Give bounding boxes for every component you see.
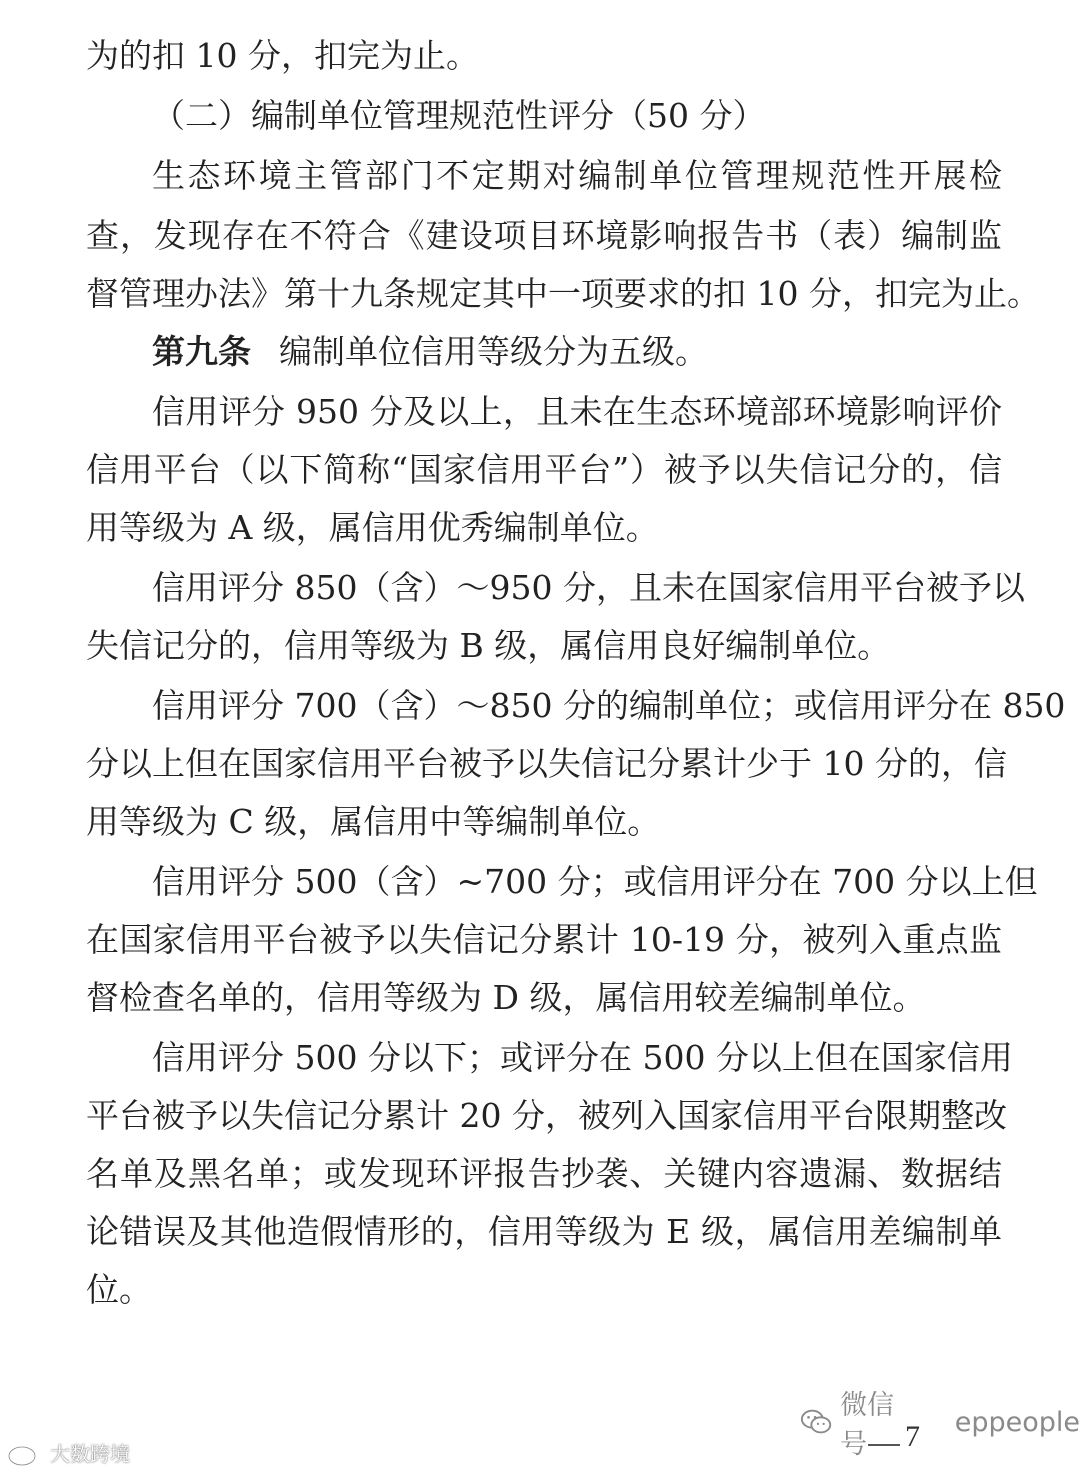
- text-line-14: 用等级为 C 级，属信用中等编制单位。: [86, 802, 661, 841]
- article-line: [152, 332, 1002, 372]
- watermark-text: 大数跨境: [50, 1442, 130, 1466]
- article-title: 第九条: [152, 332, 251, 371]
- article-text: 编制单位信用等级分为五级。: [279, 332, 708, 371]
- text-line-9: 用等级为 A 级，属信用优秀编制单位。: [86, 508, 659, 547]
- text-line-5: 督管理办法》第十九条规定其中一项要求的扣 10 分，扣完为止。: [86, 274, 1040, 313]
- weibo-icon: [6, 1439, 46, 1467]
- wechat-id: eppeople: [954, 1406, 1080, 1438]
- text-line-17: 督检查名单的，信用等级为 D 级，属信用较差编制单位。: [86, 978, 926, 1017]
- wechat-icon: [800, 1408, 832, 1436]
- text-line-12: 信用评分 700（含）～850 分的编制单位；或信用评分在 850: [152, 686, 1066, 725]
- text-line-22: 位。: [86, 1270, 152, 1309]
- text-line-1: 为的扣 10 分，扣完为止。: [86, 36, 479, 75]
- text-line-18: 信用评分 500 分以下；或评分在 500 分以上但在国家信用: [152, 1038, 1013, 1077]
- wechat-watermark: [800, 1390, 1080, 1460]
- wechat-label: 微信号: [840, 1390, 895, 1460]
- text-line-13: 分以上但在国家信用平台被予以失信记分累计少于 10 分的，信: [86, 744, 1007, 783]
- text-line-20: 名单及黑名单；或发现环评报告抄袭、关键内容遗漏、数据结: [86, 1154, 1002, 1193]
- text-line-7: 信用评分 950 分及以上，且未在生态环境部环境影响评价: [152, 392, 1002, 431]
- text-line-15: 信用评分 500（含）~700 分；或信用评分在 700 分以上但: [152, 862, 1038, 901]
- text-line-19: 平台被予以失信记分累计 20 分，被列入国家信用平台限期整改: [86, 1096, 1007, 1135]
- source-watermark: [6, 1438, 130, 1467]
- text-line-21: 论错误及其他造假情形的，信用等级为 E 级，属信用差编制单: [86, 1212, 1002, 1251]
- section-heading: （二）编制单位管理规范性评分（50 分）: [152, 96, 766, 135]
- text-line-3: 生态环境主管部门不定期对编制单位管理规范性开展检: [152, 156, 1002, 195]
- text-line-10: 信用评分 850（含）～950 分，且未在国家信用平台被予以: [152, 568, 1025, 607]
- text-line-11: 失信记分的，信用等级为 B 级，属信用良好编制单位。: [86, 626, 891, 665]
- text-line-4: 查，发现存在不符合《建设项目环境影响报告书（表）编制监: [86, 216, 1002, 255]
- text-line-8: 信用平台（以下简称“国家信用平台”）被予以失信记分的，信: [86, 450, 1002, 489]
- page-number: 7: [905, 1420, 920, 1453]
- text-line-16: 在国家信用平台被予以失信记分累计 10-19 分，被列入重点监: [86, 920, 1002, 959]
